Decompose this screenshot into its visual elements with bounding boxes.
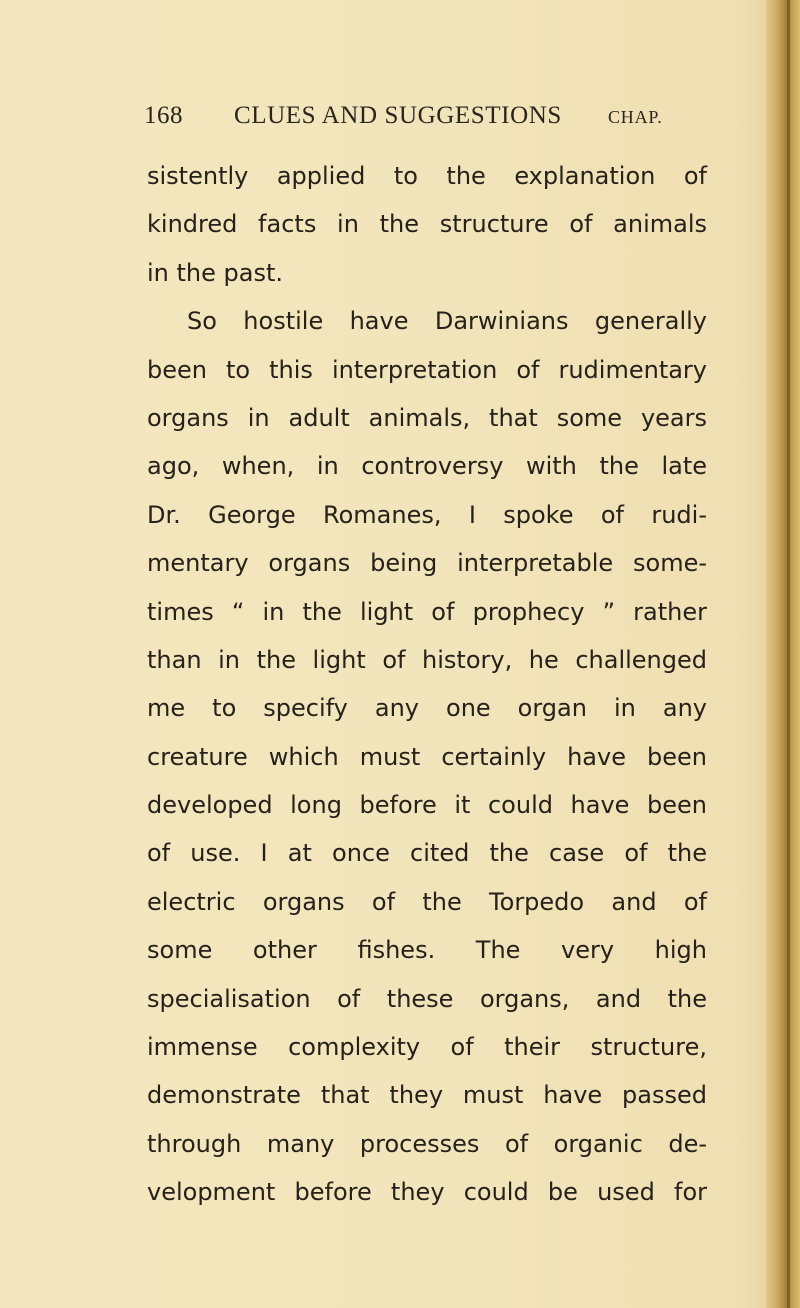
text-line: mentary organs being interpretable some- — [147, 549, 707, 578]
text-line: ago, when, in controversy with the late — [147, 452, 707, 481]
text-line: kindred facts in the structure of animals — [147, 210, 707, 239]
running-title: CLUES AND SUGGESTIONS — [234, 102, 562, 129]
running-header — [144, 102, 684, 138]
text-line: of use. I at once cited the case of the — [147, 839, 707, 868]
text-line: developed long before it could have been — [147, 791, 707, 820]
text-line: been to this interpretation of rudimentary — [147, 355, 707, 384]
body-text — [147, 152, 707, 1217]
page-number: 168 — [144, 102, 183, 129]
text-line: me to specify any one organ in any — [147, 694, 707, 723]
text-line: immense complexity of their structure, — [147, 1033, 707, 1062]
chapter-label: CHAP. — [608, 107, 663, 127]
text-line: creature which must certainly have been — [147, 742, 707, 771]
text-line: velopment before they could be used for — [147, 1178, 707, 1207]
text-line: electric organs of the Torpedo and of — [147, 887, 707, 916]
text-line: sistently applied to the explanation of — [147, 162, 707, 190]
text-line: organs in adult animals, that some years — [147, 403, 707, 432]
text-line: specialisation of these organs, and the — [147, 984, 707, 1013]
text-line: through many processes of organic de- — [147, 1129, 707, 1158]
text-line: Dr. George Romanes, I spoke of rudi- — [147, 500, 707, 529]
text-line: some other fishes. The very high — [147, 936, 707, 965]
text-line: demonstrate that they must have passed — [147, 1081, 707, 1110]
text-line: So hostile have Darwinians generally — [187, 307, 707, 336]
text-line: than in the light of history, he challenged — [147, 645, 707, 674]
text-line: times “ in the light of prophecy ” rather — [147, 597, 707, 626]
page-binding-line — [787, 0, 790, 1308]
text-line: in the past. — [147, 258, 284, 287]
page-binding-edge — [766, 0, 800, 1308]
